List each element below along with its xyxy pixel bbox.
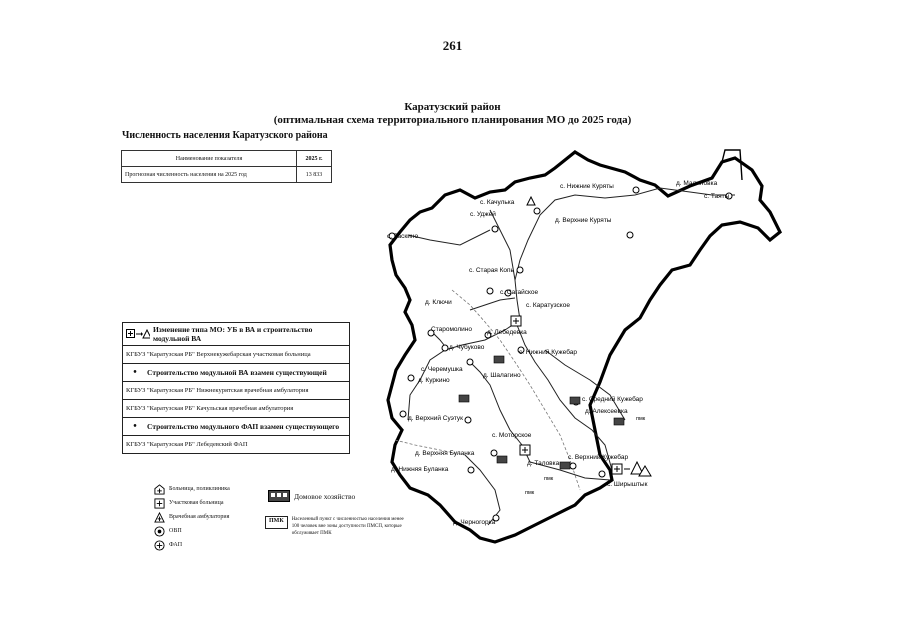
household-icon (497, 456, 507, 463)
household-icon (614, 418, 624, 425)
label-chernogorka: д. Черногорка (453, 519, 496, 526)
label-pmk1: пмк (636, 416, 646, 422)
fap-icon (570, 463, 576, 469)
label-sagaiskoe: с. Сагайское (500, 289, 539, 296)
label-shalagino: д. Шалагино (483, 372, 521, 379)
pmk-box: ПМК (265, 516, 288, 529)
legend-header2: Строительство модульной ВА взамен существующей (147, 368, 327, 377)
ovp-icon (633, 187, 639, 193)
legend-hospital-label: Больница, поликлиника (169, 486, 230, 492)
label-nizhnyaya-bulanka: д. Нижняя Буланка (391, 466, 449, 473)
label-talovka: д. Таловка (527, 460, 560, 467)
row-value: 13 833 (297, 167, 332, 183)
col1-header: Наименование показателя (122, 151, 297, 167)
east-border-ext (722, 150, 742, 180)
ambulatory-icon (527, 197, 535, 205)
legend-ovp-label: ОВП (169, 528, 182, 534)
label-staromolino: Старомолино (431, 326, 473, 333)
label-verkhnyaya-bulanka: д. Верхняя Буланка (415, 450, 475, 457)
ovp-icon (442, 345, 448, 351)
fap-icon (492, 226, 498, 232)
fap-icon (400, 411, 406, 417)
fap-icon (491, 450, 497, 456)
label-verkhnie-kuryaty: д. Верхние Куряты (555, 217, 612, 224)
label-cheremushka: с. Черемушка (421, 366, 463, 373)
label-uzhey: с. Уджей (470, 211, 496, 218)
population-heading: Численность населения Каратузского района (122, 130, 328, 141)
legend-household-label: Домовое хозяйство (294, 491, 356, 501)
row-label: Прогнозная численность населения на 2025 год (122, 167, 297, 183)
household-icon (560, 462, 570, 469)
fap-icon (468, 467, 474, 473)
pmk-description: Населенный пункт с численностью населения менее 100 человек вне зоны доступности ПМСП, которые обслуживает ПМК (291, 517, 404, 536)
label-alekseevka: д. Алексеевка (585, 408, 628, 415)
col2-header: 2025 г. (297, 151, 332, 167)
label-nizhny-kuzhebar: с. Нижний Кужебар (519, 349, 577, 356)
label-nizhnie-kuryaty: с. Нижние Куряты (560, 183, 614, 190)
roads (408, 188, 735, 525)
label-sredny-kuzhebar: с. Средний Кужебар (582, 396, 643, 403)
legend-ambulatory-label: Врачебная амбулатория (169, 514, 230, 520)
legend-item3: КГБУЗ "Каратузская РБ" Качульская врачебная амбулатория (126, 405, 294, 412)
legend-item4: КГБУЗ "Каратузская РБ" Лебедевский ФАП (126, 441, 248, 448)
label-chubukovo: д. Чубуково (449, 344, 485, 351)
label-lebedevka: д. Лебедевка (487, 329, 527, 336)
label-motorskoe: с. Моторское (492, 432, 532, 439)
household-icon (494, 356, 504, 363)
dot-icon: • (133, 367, 137, 378)
fap-icon (534, 208, 540, 214)
label-kachulka: с. Качулька (480, 199, 515, 206)
household-icon (459, 395, 469, 402)
legend-header3: Строительство модульного ФАП взамен существующего (147, 422, 340, 431)
label-pmk2: пмк (544, 476, 554, 482)
label-kurkino: д. Куркино (418, 377, 450, 384)
label-karatuzskoe: с. Каратузское (526, 302, 570, 309)
title-line-2: (оптимальная схема территориального планирования МО до 2025 года) (273, 114, 632, 126)
label-taskino: с. Таскино (387, 233, 419, 240)
legend-fap-label: ФАП (169, 542, 183, 548)
fap-icon (467, 359, 473, 365)
fap-icon (408, 375, 414, 381)
dot-icon: • (133, 421, 137, 432)
legend-district-hospital-label: Участковая больница (169, 500, 224, 506)
legend-item2: КГБУЗ "Каратузская РБ" Нижнекурятская врачебная амбулатория (126, 387, 309, 394)
label-shirykty: с. Ширыштык (607, 481, 648, 488)
legend-item1: КГБУЗ "Каратузская РБ" Верхнекужебарская участковая больница (126, 351, 311, 358)
label-tayat: с. Таяты (704, 193, 730, 200)
label-verkhny-kuzhebar: с. Верхний Кужебар (568, 454, 629, 461)
facility-markers (511, 197, 651, 476)
ovp-icon (487, 288, 493, 294)
fap-icon (517, 267, 523, 273)
fap-icon (465, 417, 471, 423)
label-staraya-kop: с. Старая Копь (469, 267, 514, 274)
label-malinovka: д. Малиновка (676, 180, 718, 187)
household-icon (570, 397, 580, 404)
label-klyuchi: д. Ключи (425, 299, 452, 306)
title-line-1: Каратузский район (404, 101, 501, 113)
legend-header1: Изменение типа МО: УБ в ВА и строительство модульной ВА (152, 325, 313, 343)
fap-icon (599, 471, 605, 477)
label-pmk3: пмк (525, 490, 535, 496)
page-number: 261 (442, 38, 463, 53)
label-verkhny-suetuk: д. Верхний Суэтук (408, 415, 463, 422)
fap-icon (627, 232, 633, 238)
